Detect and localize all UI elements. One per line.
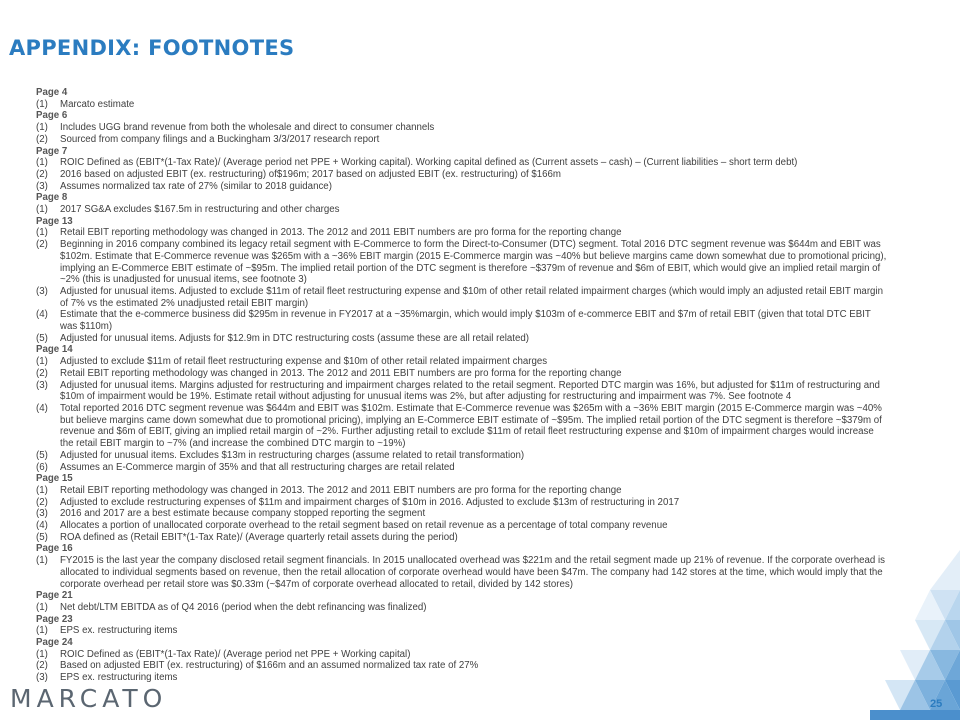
- footnote-text: Assumes an E-Commerce margin of 35% and that all restructuring charges are retail related: [60, 461, 455, 473]
- footnote-item: [36, 532, 888, 544]
- footnote-number: (1): [36, 356, 48, 368]
- footnote-text: Retail EBIT reporting methodology was changed in 2013. The 2012 and 2011 EBIT numbers are pro forma for the reporting change: [60, 484, 622, 496]
- footnote-text: 2017 SG&A excludes $167.5m in restructuring and other charges: [60, 204, 340, 216]
- footnote-text: Adjusted for unusual items. Margins adjusted for restructuring and impairment charges related to the retail segment. Reported DTC margin was 16%, but adjusted for $11m of restructuring and $10m of impairment would be 19%. Estimate retail without adjusting for unusual items was 2%, but after adjusting for restructuring and impairment was 7%. See footnote 4: [60, 379, 880, 403]
- footnote-item: [36, 625, 888, 637]
- footnote-item: [36, 181, 888, 193]
- page-heading: Page 8: [36, 192, 68, 204]
- page-heading: Page 13: [36, 215, 73, 227]
- footnote-item: [36, 333, 888, 345]
- footnote-number: (1): [36, 157, 48, 169]
- decorative-triangles: [870, 550, 960, 720]
- footnote-item: [36, 672, 888, 684]
- page-heading: Page 4: [36, 87, 68, 98]
- footnote-number: (2): [36, 660, 48, 672]
- footnote-text: Allocates a portion of unallocated corporate overhead to the retail segment based on retail revenue as a percentage of total company revenue: [60, 520, 668, 532]
- footnote-number: (3): [36, 180, 48, 192]
- footnote-item: [36, 204, 888, 216]
- footnote-number: (1): [36, 625, 48, 637]
- footnote-number: (4): [36, 309, 48, 321]
- footnote-number: (4): [36, 402, 48, 414]
- footnote-text: Net debt/LTM EBITDA as of Q4 2016 (period when the debt refinancing was finalized): [60, 601, 427, 613]
- footnote-text: 2016 and 2017 are a best estimate because company stopped reporting the segment: [60, 508, 426, 520]
- footnote-text: Total reported 2016 DTC segment revenue was $644m and EBIT was $102m. Estimate that E-Commerce revenue was $265m with a ~36% EBIT margin (2015 E-Commerce margin was ~40% but believe margins came down somewhat due to promotional pricing), implying an E-Commerce EBIT estimate of ~$95m. The implied retail portion of the DTC segment is therefore ~$379m of revenue and $6m of EBIT, giving an implied retail margin of ~2%. Further adjusting retail to exclude $11m of retail fleet restructuring expense and $10m of impairment charges would increase the retail EBIT margin to ~7% (and increase the combined DTC margin to ~19%): [60, 402, 882, 450]
- footnote-item: [36, 649, 888, 661]
- footnote-number: (5): [36, 449, 48, 461]
- footnote-text: Retail EBIT reporting methodology was changed in 2013. The 2012 and 2011 EBIT numbers are pro forma for the reporting change: [60, 367, 622, 379]
- footnote-number: (1): [36, 98, 48, 110]
- footnote-number: (1): [36, 484, 48, 496]
- page-number: 25: [930, 698, 943, 710]
- footnote-item: [36, 380, 888, 403]
- footnote-number: (5): [36, 531, 48, 543]
- footnote-item: [36, 555, 888, 590]
- footnote-number: (3): [36, 508, 48, 520]
- footnote-item: [36, 602, 888, 614]
- footnote-text: EPS ex. restructuring items: [60, 672, 178, 684]
- footnote-text: Retail EBIT reporting methodology was changed in 2013. The 2012 and 2011 EBIT numbers are pro forma for the reporting change: [60, 227, 622, 239]
- footnote-text: ROIC Defined as (EBIT*(1-Tax Rate)/ (Average period net PPE + Working capital): [60, 648, 411, 660]
- footnote-item: [36, 122, 888, 134]
- page-heading: Page 21: [36, 590, 73, 602]
- footnote-text: Estimate that the e-commerce business did $295m in revenue in FY2017 at a ~35%margin, which would imply $103m of e-commerce EBIT and $7m of retail EBIT (given that total DTC EBIT was $110m): [60, 309, 871, 333]
- footnote-item: [36, 403, 888, 450]
- footnote-number: (3): [36, 285, 48, 297]
- footnote-number: (1): [36, 648, 48, 660]
- footnote-text: EPS ex. restructuring items: [60, 625, 178, 637]
- footnote-item: [36, 99, 888, 111]
- footnote-text: Adjusted to exclude $11m of retail fleet restructuring expense and $10m of other retail related impairment charges: [60, 356, 548, 368]
- footnote-item: [36, 309, 888, 332]
- footnote-text: Based on adjusted EBIT (ex. restructuring) of $166m and an assumed normalized tax rate of 27%: [60, 660, 479, 672]
- marcato-logo: [10, 684, 167, 713]
- page-heading: Page 15: [36, 473, 73, 485]
- footnote-text: Includes UGG brand revenue from both the wholesale and direct to consumer channels: [60, 122, 435, 134]
- page-heading: Page 14: [36, 344, 73, 356]
- footnote-text: Adjusted for unusual items. Adjusts for $12.9m in DTC restructuring costs (assume these are all retail related): [60, 332, 529, 344]
- footnote-text: ROA defined as (Retail EBIT*(1-Tax Rate)/ (Average quarterly retail assets during the period): [60, 531, 458, 543]
- footnote-number: (3): [36, 379, 48, 391]
- footnote-item: [36, 157, 888, 169]
- footnote-text: ROIC Defined as (EBIT*(1-Tax Rate)/ (Average period net PPE + Working capital). Working capital defined as (Current assets – cash) – (Current liabilities – short term debt): [60, 157, 798, 169]
- footnote-number: (2): [36, 239, 48, 251]
- footnote-number: (1): [36, 227, 48, 239]
- footnote-text: 2016 based on adjusted EBIT (ex. restructuring) of$196m; 2017 based on adjusted EBIT (ex. restructuring) of $166m: [60, 168, 561, 180]
- footnote-number: (5): [36, 332, 48, 344]
- footnote-text: Adjusted for unusual items. Adjusted to exclude $11m of retail fleet restructuring expense and $10m of other retail related impairment charges (which would imply an adjusted retail EBIT margin of 7% vs the estimated 2% unadjusted retail EBIT margin): [60, 285, 883, 309]
- footnote-item: [36, 239, 888, 286]
- logo-text: MARCATO: [10, 684, 168, 713]
- footnote-number: (1): [36, 122, 48, 134]
- footnote-item: [36, 660, 888, 672]
- footnote-number: (3): [36, 672, 48, 684]
- footnote-item: [36, 508, 888, 520]
- page-heading: Page 24: [36, 637, 73, 649]
- footnote-item: [36, 368, 888, 380]
- footnote-number: (4): [36, 520, 48, 532]
- footnote-item: [36, 450, 888, 462]
- footnote-number: (2): [36, 367, 48, 379]
- footnote-number: (2): [36, 496, 48, 508]
- footnote-number: (2): [36, 133, 48, 145]
- footnote-item: [36, 169, 888, 181]
- footnote-number: (1): [36, 204, 48, 216]
- page-title: APPENDIX: FOOTNOTES: [9, 36, 295, 60]
- page-heading: Page 6: [36, 110, 68, 122]
- footnote-number: (1): [36, 601, 48, 613]
- footnote-text: Adjusted to exclude restructuring expenses of $11m and impairment charges of $10m in 2016. Adjusted to exclude $13m of restructuring in 2017: [60, 496, 680, 508]
- footnotes-list: [36, 87, 888, 684]
- page-heading: Page 23: [36, 613, 73, 625]
- page-heading: Page 16: [36, 543, 73, 555]
- footnote-item: [36, 356, 888, 368]
- footnote-item: [36, 286, 888, 309]
- footnote-text: Assumes normalized tax rate of 27% (similar to 2018 guidance): [60, 180, 332, 192]
- footnote-number: (2): [36, 168, 48, 180]
- footnote-text: Beginning in 2016 company combined its legacy retail segment with E-Commerce to form the Direct-to-Consumer (DTC) segment. Total 2016 DTC segment revenue was $644m and EBIT was $102m. Estimate that E-Commerce revenue was $265m with a ~36% EBIT margin (2015 E-Commerce margin was ~40% but believe margins came down somewhat due to promotional pricing), implying an E-Commerce EBIT estimate of ~$95m. The implied retail portion of the DTC segment is therefore ~$379m of revenue and $6m of EBIT, which would give an implied retail margin of ~2% (this is unadjusted for unusual items, see footnote 3): [60, 239, 887, 286]
- footnote-item: [36, 520, 888, 532]
- footnote-text: FY2015 is the last year the company disclosed retail segment financials. In 2015 unallocated overhead was $221m and the retail segment made up 21% of revenue. If the corporate overhead is allocated to individual segments based on revenue, then the retail allocation of corporate overhead would have been $47m. The company had 142 stores at the time, which would imply that the corporate overhead per retail store was $0.33m (~$47m of corporate overhead allocated to retail, divided by 142 stores): [60, 555, 886, 590]
- footnote-item: [36, 497, 888, 509]
- footnote-item: [36, 134, 888, 146]
- footnote-item: [36, 485, 888, 497]
- footnote-text: Adjusted for unusual items. Excludes $13m in restructuring charges (assume related to retail transformation): [60, 449, 525, 461]
- footnote-number: (1): [36, 555, 48, 567]
- footnote-number: (6): [36, 461, 48, 473]
- page-heading: Page 7: [36, 145, 68, 157]
- footnote-item: [36, 462, 888, 474]
- footnote-text: Marcato estimate: [60, 98, 135, 110]
- footnote-item: [36, 227, 888, 239]
- footnote-text: Sourced from company filings and a Buckingham 3/3/2017 research report: [60, 133, 380, 145]
